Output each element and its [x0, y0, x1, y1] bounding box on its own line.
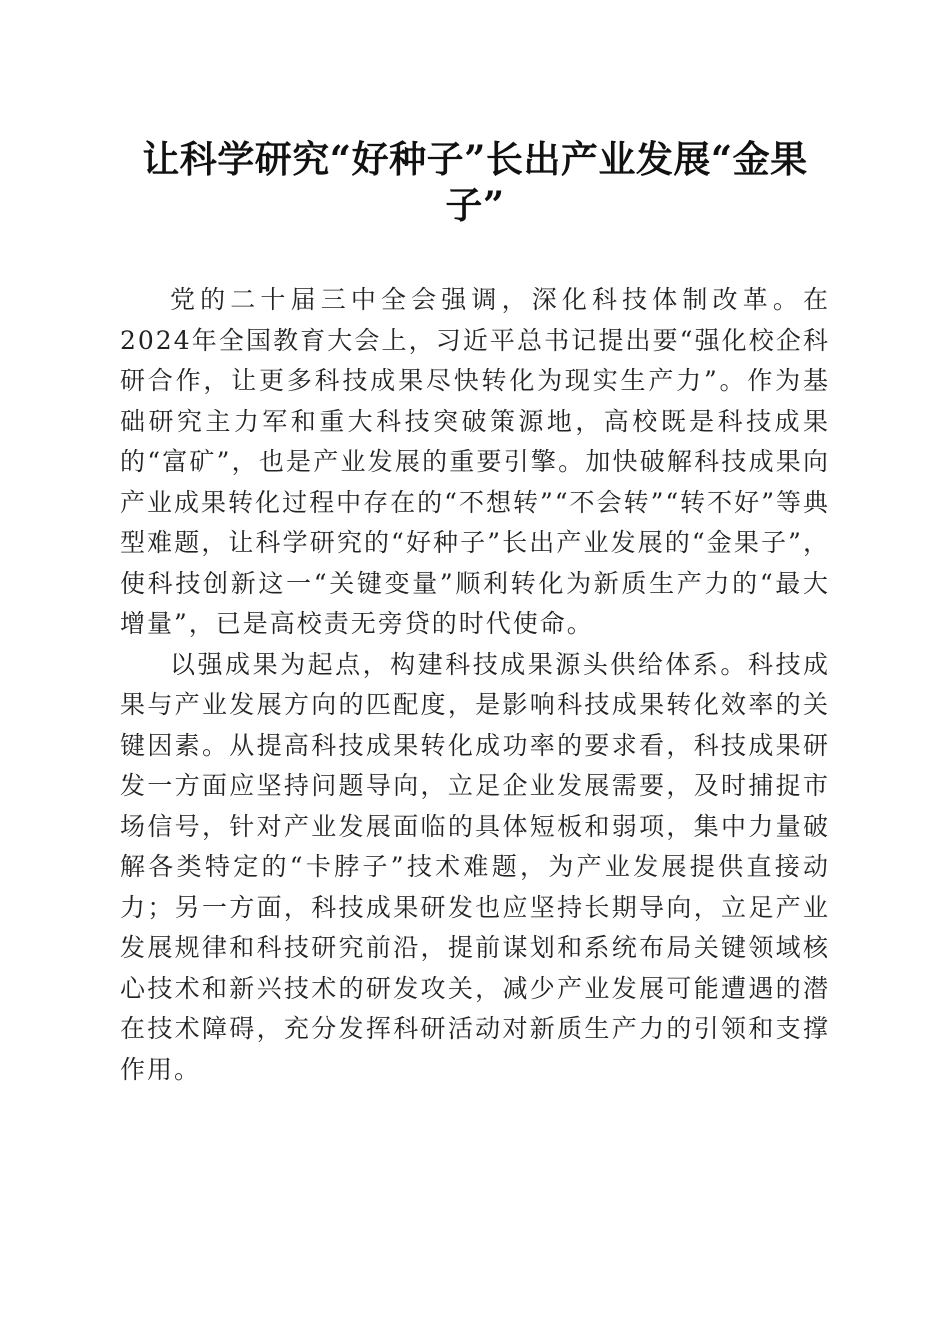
paragraph-2: 以强成果为起点，构建科技成果源头供给体系。科技成果与产业发展方向的匹配度，是影响科技成果转化效率的关键因素。从提高科技成果转化成功率的要求看，科技成果研发一方面应坚持问题导向，立足企业发展需要，及时捕捉市场信号，针对产业发展面临的具体短板和弱项，集中力量破解各类特定的“卡脖子”技术难题，为产业发展提供直接动力；另一方面，科技成果研发也应坚持长期导向，立足产业发展规律和科技研究前沿，提前谋划和系统布局关键领域核心技术和新兴技术的研发攻关，减少产业发展可能遭遇的潜在技术障碍，充分发挥科研活动对新质生产力的引领和支撑作用。: [120, 649, 830, 1084]
paragraph-1: 党的二十届三中全会强调，深化科技体制改革。在2024年全国教育大会上，习近平总书记提出要“强化校企科研合作，让更多科技成果尽快转化为现实生产力”。作为基础研究主力军和重大科技突破策源地，高校既是科技成果的“富矿”，也是产业发展的重要引擎。加快破解科技成果向产业成果转化过程中存在的“不想转”“不会转”“转不好”等典型难题，让科学研究的“好种子”长出产业发展的“金果子”，使科技创新这一“关键变量”顺利转化为新质生产力的“最大增量”，已是高校责无旁贷的时代使命。: [120, 285, 830, 638]
document-body: [120, 280, 830, 1090]
document-title: 让科学研究“好种子”长出产业发展“金果子”: [142, 137, 808, 227]
